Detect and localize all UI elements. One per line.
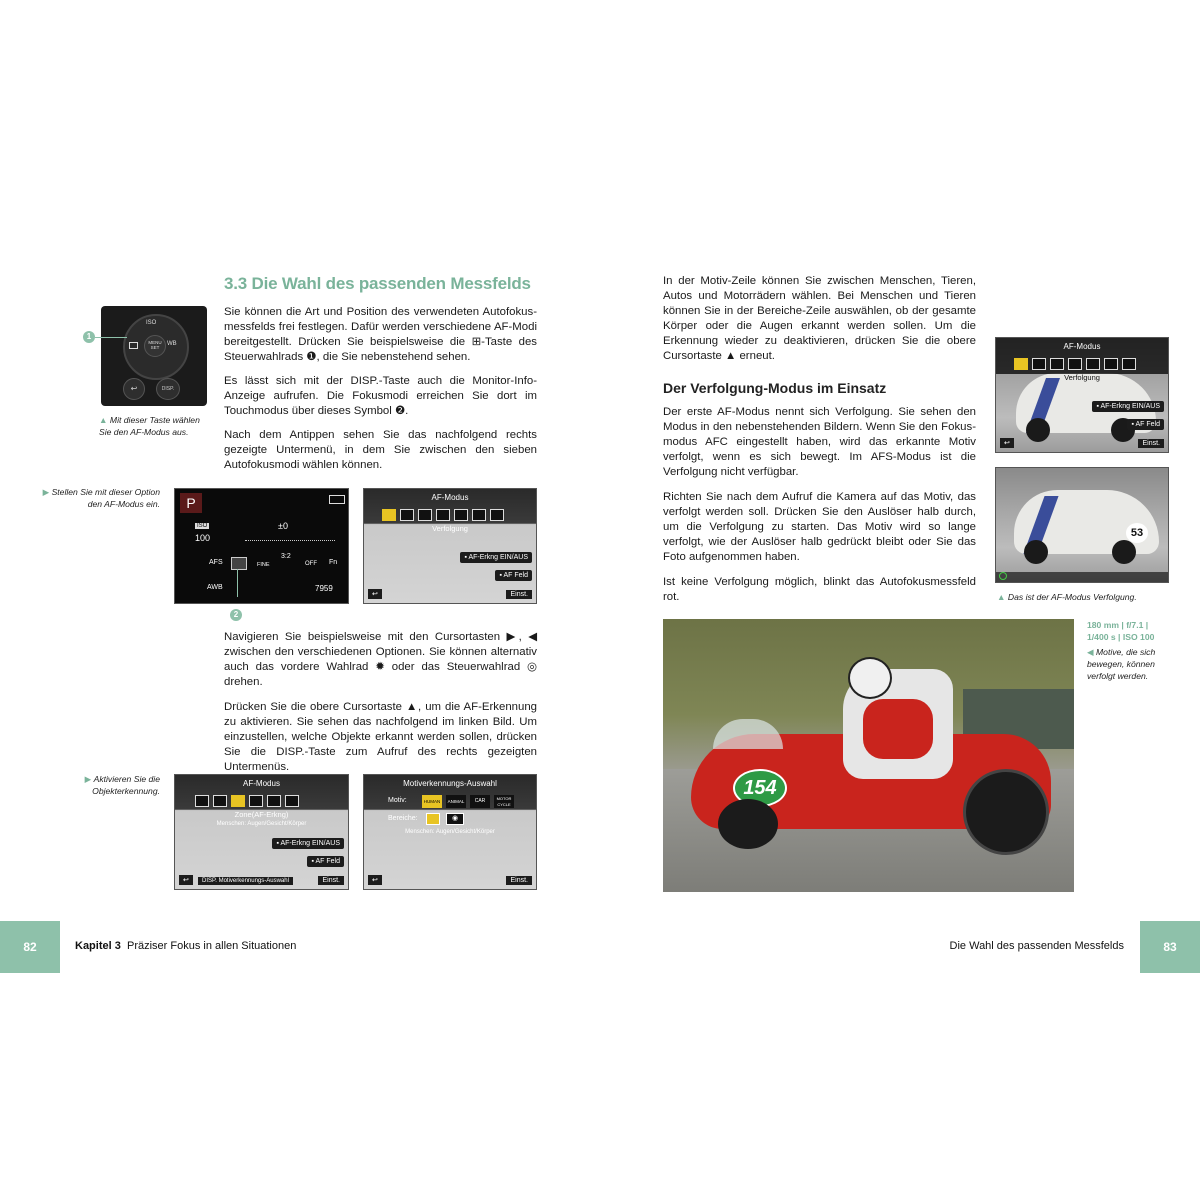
motiv-animal-option[interactable]: ANIMAL (446, 795, 466, 808)
detection-subject-label: Menschen: Augen/Gesicht/Körper (216, 821, 307, 827)
set-button[interactable]: Einst. (506, 876, 532, 885)
mode-label: Verfolgung (1064, 373, 1100, 382)
motiv-label: Motiv: (388, 797, 407, 804)
beetle-wheel (1026, 418, 1050, 442)
rider-helmet (848, 657, 892, 699)
paragraph-9: Ist keine Verfolgung möglich, blinkt das Autofokusmessfeld rot. (663, 576, 976, 604)
shot-count: 7959 (315, 584, 333, 593)
back-button[interactable]: ↩ (368, 875, 382, 885)
status-bar (996, 572, 1169, 582)
motiv-human-option[interactable]: HUMAN (422, 795, 442, 808)
af-mode-icon[interactable] (1104, 358, 1118, 370)
af-mode-icon[interactable] (213, 795, 227, 807)
set-button[interactable]: Einst. (506, 590, 532, 599)
iso-tag: ISO (197, 523, 208, 529)
body-area-option[interactable] (426, 813, 440, 825)
section-title: 3.3 Die Wahl des passenden Messfelds (224, 274, 531, 293)
chapter-number: Kapitel 3 (75, 940, 121, 952)
mode-label: Zone(AF-Erkng) (234, 810, 289, 819)
menu-set-label: MENU SET (148, 340, 162, 350)
rider-red-suit (863, 699, 933, 759)
back-button: ↩ (123, 378, 145, 400)
mode-label: Verfolgung (432, 524, 468, 533)
back-button[interactable]: ↩ (1000, 438, 1014, 448)
battery-icon (329, 495, 345, 504)
motiv-motorcycle-option[interactable]: MOTOR CYCLE (494, 795, 514, 808)
af-area-button[interactable]: ▪ AF Feld (307, 856, 344, 867)
af-area-button[interactable]: ▪ AF Feld (1127, 419, 1164, 430)
paragraph-4: Navigieren Sie beispielsweise mit den Cursortasten ▶, ◀ zwischen den verschiedenen Optionen. Sie können alternativ auch das vordere Wahlrad ✹ oder das Steuerwahlrad ◎ drehen. (224, 631, 537, 689)
rear-wheel (963, 769, 1049, 855)
paragraph-1: Sie können die Art und Position des verwendeten Autofokusmessfelds frei festlegen. Dafür werden verschiedene AF-Modi bereitgestellt. Drücken Sie beispielsweise die ⊞-Taste des Steuerwahlrads ❶, die Sie nebenstehend sehen. (224, 306, 537, 364)
af-mode-icon-row (382, 509, 504, 521)
af-detect-toggle-button[interactable]: ▪ AF-Erkng EIN/AUS (272, 838, 344, 849)
af-mode-icon[interactable] (1122, 358, 1136, 370)
tracking-live-view-screen (995, 467, 1169, 583)
race-number-plate: 154 (733, 769, 787, 807)
beetle-wheel (1024, 540, 1048, 564)
menu-title: Motiverkennungs-Auswahl (403, 779, 497, 788)
af-mode-icon[interactable] (1068, 358, 1082, 370)
fn-label: Fn (329, 559, 338, 566)
menu-title: AF-Modus (431, 493, 469, 502)
sidecar-racing-photo (663, 619, 1074, 892)
subject-detection-menu-screen (363, 774, 537, 890)
caption-detection: ▶ Aktivieren Sie die Objekterkennung. (84, 774, 160, 796)
disp-detection-button[interactable]: DISP. Motiverkennungs-Auswahl (198, 877, 293, 885)
back-button[interactable]: ↩ (179, 875, 193, 885)
footer-chapter (75, 940, 296, 952)
callout-line-2 (237, 569, 238, 597)
monitor-info-screen (174, 488, 349, 604)
ratio-label: 3:2 (281, 553, 291, 560)
page-number-right: 83 (1140, 921, 1200, 973)
paragraph-7: Der erste AF-Modus nennt sich Verfolgung. Sie sehen den Modus in den nebenstehenden Bildern. Wenn Sie den Fokusmodus AFC eingestellt haben, wird das erkannte Motiv verfolgt, wenn es sich bewegt. Im AFS-Modus ist die Verfolgung nicht verfügbar. (663, 406, 976, 479)
front-wheel (718, 799, 778, 849)
marker-1: 1 (83, 331, 95, 343)
awb-label: AWB (207, 584, 223, 591)
iso-value: 100 (195, 533, 211, 543)
paragraph-3: Nach dem Antippen sehen Sie das nachfolgend rechts gezeigte Untermenü, in dem Sie zwischen den sieben Autofokusmodi wählen können. (224, 429, 537, 472)
paragraph-5: Drücken Sie die obere Cursortaste ▲, um die AF-Erkennung zu aktivieren. Sie sehen das nachfolgend im linken Bild. Um einzustellen, welche Objekte erkannt werden sollen, drücken Sie die DISP.-Taste zum Aufruf des rechts gezeigten Untermenüs. (224, 701, 537, 774)
iso-label: ISO (146, 320, 157, 326)
af-mode-button-icon (129, 342, 138, 349)
disp-button: DISP. (156, 378, 180, 400)
menu-title: AF-Modus (1063, 342, 1101, 351)
subsection-title: Der Verfolgung-Modus im Einsatz (663, 380, 887, 396)
wifi-icon: OFF (305, 561, 317, 567)
menu-title: AF-Modus (243, 779, 280, 788)
mode-p-badge: P (180, 493, 202, 513)
caption-dial: ▲ Mit dieser Taste wählen Sie den AF-Modus aus. (99, 415, 200, 437)
wb-label: WB (167, 341, 177, 347)
bereiche-label: Bereiche: (388, 815, 418, 822)
af-detect-toggle-button[interactable]: ▪ AF-Erkng EIN/AUS (460, 552, 532, 563)
zone-detect-icon[interactable] (231, 795, 245, 807)
af-mode-icon[interactable] (195, 795, 209, 807)
fine-label: FINE (257, 562, 270, 568)
tracking-menu-photo-screen (995, 337, 1169, 453)
back-button[interactable]: ↩ (368, 589, 382, 599)
caption-info-screen: ▶ Stellen Sie mit dieser Option den AF-Modus ein. (42, 487, 160, 509)
chapter-title: Präziser Fokus in allen Situationen (126, 940, 297, 952)
af-mode-icon[interactable] (1086, 358, 1100, 370)
af-mode-icon[interactable] (454, 509, 468, 521)
af-mode-icon[interactable] (1032, 358, 1046, 370)
tracking-mode-icon[interactable] (1014, 358, 1028, 370)
race-number: 53 (1126, 523, 1148, 543)
marker-2: 2 (230, 609, 242, 621)
af-mode-icon[interactable] (436, 509, 450, 521)
af-mode-icon[interactable] (1050, 358, 1064, 370)
paragraph-2: Es lässt sich mit der DISP.-Taste auch die Monitor-Info-Anzeige aufrufen. Die Fokusmodi erreichen Sie dort im Touchmodus über dieses Symbol ❷. (224, 375, 537, 418)
page-number-left: 82 (0, 921, 60, 973)
callout-line-1 (95, 337, 127, 338)
footer-section-title: Die Wahl des passenden Messfelds (949, 940, 1124, 952)
af-mode-icon[interactable] (490, 509, 504, 521)
af-mode-icon[interactable] (249, 795, 263, 807)
af-detect-toggle-button[interactable]: ▪ AF-Erkng EIN/AUS (1092, 401, 1164, 412)
af-mode-icon[interactable] (400, 509, 414, 521)
tracking-mode-icon[interactable] (382, 509, 396, 521)
af-area-button[interactable]: ▪ AF Feld (495, 570, 532, 581)
camera-dial-photo (101, 306, 207, 406)
af-mode-menu-screen (363, 488, 537, 604)
ev-value: ±0 (278, 521, 288, 531)
af-mode-touch-icon[interactable] (231, 557, 247, 570)
paragraph-8: Richten Sie nach dem Aufruf die Kamera auf das Motiv, das verfolgt werden soll. Drücken Sie den Auslöser halb durch, um die Verfolgung zu starten. Das Motiv wird so lange verfolgt, wie der Auslöser halb gedrückt bleibt oder Sie das Foto aufgenommen haben. (663, 491, 976, 564)
af-mode-icon[interactable] (285, 795, 299, 807)
af-mode-icon[interactable] (267, 795, 281, 807)
set-button[interactable]: Einst. (318, 876, 344, 885)
exposure-scale (245, 540, 335, 543)
af-mode-icon-row (1014, 358, 1136, 370)
caption-moto: ◀ Motive, die sich bewegen, können verfolgt werden. (1087, 647, 1156, 681)
exif-info: 180 mm | f/7.1 | 1/400 s | ISO 100 (1087, 620, 1155, 642)
motiv-car-option[interactable]: CAR (470, 795, 490, 808)
beetle-wheel (1112, 540, 1136, 564)
detection-subject-label: Menschen: Augen/Gesicht/Körper (405, 829, 495, 835)
eye-area-option[interactable]: ◉ (446, 813, 464, 825)
paragraph-6: In der Motiv-Zeile können Sie zwischen Menschen, Tieren, Autos und Motorrädern wählen. Bei Menschen und Tieren können Sie in der Bereiche-Zeile auswählen, ob der gesamte Körper oder die Augen erkannt werden sollen. Um die Erkennung wieder zu deaktivieren, drücken Sie die obere Cursortaste ▲ erneut. (663, 275, 976, 363)
windscreen (713, 719, 783, 749)
afs-label: AFS (209, 559, 223, 566)
caption-beetle: ▲ Das ist der AF-Modus Verfolgung. (997, 592, 1137, 602)
set-button[interactable]: Einst. (1138, 439, 1164, 448)
af-mode-icon-row (195, 795, 299, 807)
af-mode-icon[interactable] (472, 509, 486, 521)
af-zone-menu-screen (174, 774, 349, 890)
tracking-indicator-icon (999, 572, 1007, 580)
af-mode-icon[interactable] (418, 509, 432, 521)
